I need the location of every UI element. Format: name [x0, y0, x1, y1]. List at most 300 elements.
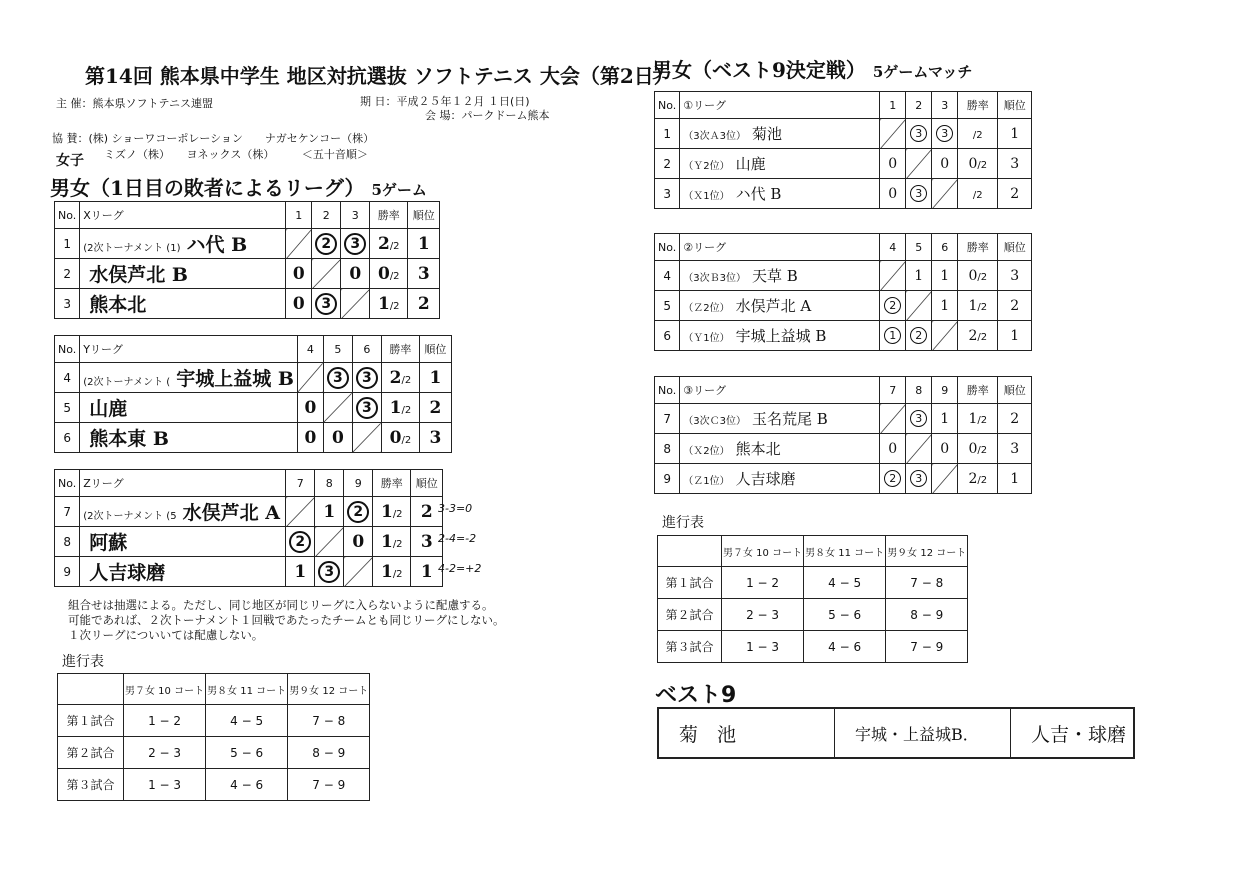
best9-team: 人吉・球磨: [1031, 723, 1127, 746]
win-count: 2: [968, 470, 978, 487]
win-count: 0: [389, 427, 402, 448]
result-cell: [880, 404, 906, 434]
team-name: 水俣芦北 A: [735, 297, 812, 315]
schedule-cell: 第１試合: [58, 705, 124, 737]
table-row: [55, 393, 452, 423]
team-cell: [680, 464, 880, 494]
table-row: [55, 497, 443, 527]
row-number: 5: [655, 291, 680, 321]
best9-label: ベスト9: [655, 683, 737, 708]
team-origin: （3次Ｂ3位）: [683, 273, 746, 284]
row-number: 7: [55, 497, 80, 527]
loss-mark: 0: [352, 531, 365, 552]
header-no: No.: [655, 92, 680, 119]
win-rate: [958, 179, 998, 209]
team-cell: [680, 179, 880, 209]
header-b: 8: [315, 470, 344, 497]
header-rank: 順位: [998, 92, 1032, 119]
team-name: 水俣芦北 B: [89, 264, 188, 286]
schedule-cell: 7 − 9: [886, 631, 968, 663]
loss-mark: 0: [304, 397, 317, 418]
team-cell: [680, 291, 880, 321]
right-heading-text: 男女（ベスト9決定戦）: [652, 58, 866, 82]
win-denominator: /2: [977, 271, 988, 283]
result-cell: [344, 557, 373, 587]
win-rate: [958, 119, 998, 149]
win-rate: [370, 289, 408, 319]
win-rate: [381, 423, 419, 453]
handwritten-correction: 女子: [56, 153, 84, 169]
team-name: 玉名荒尾 B: [752, 410, 828, 428]
row-number: 1: [655, 119, 680, 149]
row-number: 2: [655, 149, 680, 179]
result-cell: [344, 497, 373, 527]
league-table: [54, 335, 452, 453]
team-origin: （Ｘ1位）: [683, 191, 730, 202]
result-cell: [932, 464, 958, 494]
loss-mark: 0: [292, 293, 305, 314]
result-cell: [323, 423, 352, 453]
result-cell: [906, 179, 932, 209]
left-schedule-label: 進行表: [62, 654, 104, 670]
rank-value: 2: [417, 293, 430, 314]
result-cell: [286, 527, 315, 557]
row-number: 4: [655, 261, 680, 291]
win-mark: 2: [884, 470, 901, 487]
result-cell: [352, 363, 381, 393]
row-number: 6: [55, 423, 80, 453]
team-cell: [80, 527, 286, 557]
table-row: [655, 119, 1032, 149]
rank-value: 3: [1010, 267, 1020, 284]
rank-value: 2: [1010, 410, 1020, 427]
schedule-cell: 第１試合: [658, 567, 722, 599]
loss-mark: 0: [349, 263, 362, 284]
team-name: 阿蘇: [89, 532, 128, 554]
win-denominator: /2: [977, 159, 988, 171]
win-mark: 3: [356, 397, 378, 419]
team-name: 山鹿: [89, 398, 128, 420]
rank-cell: [998, 321, 1032, 351]
result-cell: [880, 291, 906, 321]
header-name: Zリーグ: [80, 470, 286, 497]
row-number: 9: [655, 464, 680, 494]
team-cell: [80, 423, 298, 453]
table-row: [655, 434, 1032, 464]
schedule-row: [658, 567, 968, 599]
result-cell: [297, 363, 323, 393]
win-count: 0: [968, 440, 978, 457]
rank-value: 2: [1010, 185, 1020, 202]
rank-value: 1: [429, 367, 442, 388]
rank-cell: [998, 404, 1032, 434]
table-row: [655, 179, 1032, 209]
loss-mark: 1: [940, 297, 950, 314]
event-venue: 会 場：パークドーム熊本: [425, 109, 550, 122]
team-name: 宇城上益城 B: [735, 327, 827, 345]
win-denominator: /2: [392, 538, 403, 550]
result-cell: [286, 557, 315, 587]
schedule-row: [58, 769, 370, 801]
header-name: ②リーグ: [680, 234, 880, 261]
win-mark: 3: [910, 185, 927, 202]
team-origin: （3次Ａ3位）: [683, 131, 746, 142]
schedule-cell: 4 − 6: [206, 769, 288, 801]
table-row: [55, 527, 443, 557]
row-number: 3: [55, 289, 80, 319]
team-cell: [80, 229, 286, 259]
right-heading-sub: 5ゲームマッチ: [872, 63, 973, 81]
note-line: 組合せは抽選による。ただし、同じ地区が同じリーグに入らないように配慮する。: [68, 598, 494, 612]
row-number: 8: [655, 434, 680, 464]
header-rate: 勝率: [958, 377, 998, 404]
team-cell: [680, 149, 880, 179]
loss-mark: 0: [940, 440, 950, 457]
row-number: 8: [55, 527, 80, 557]
win-rate: [373, 557, 411, 587]
team-origin: （Ｚ1位）: [683, 476, 730, 487]
team-origin: （Ｙ2位）: [683, 161, 730, 172]
schedule-cell: 1 − 3: [722, 631, 804, 663]
header-rate: 勝率: [958, 234, 998, 261]
win-denominator: /2: [389, 300, 400, 312]
win-count: 0: [968, 267, 978, 284]
win-count: 0: [377, 263, 390, 284]
result-cell: [906, 119, 932, 149]
team-name: ハ代 B: [735, 185, 782, 203]
schedule-cell: 第２試合: [658, 599, 722, 631]
rank-cell: [419, 393, 451, 423]
row-number: 3: [655, 179, 680, 209]
header-name: Yリーグ: [80, 336, 298, 363]
rank-value: 3: [417, 263, 430, 284]
win-denominator: /2: [401, 404, 412, 416]
result-cell: [312, 259, 341, 289]
rank-cell: [998, 464, 1032, 494]
table-row: [55, 289, 440, 319]
page-title: 第14回 熊本県中学生 地区対抗選抜 ソフトテニス 大会（第2日）: [85, 64, 674, 88]
table-row: [655, 404, 1032, 434]
win-rate: [381, 363, 419, 393]
schedule-cell: 1 − 2: [722, 567, 804, 599]
result-cell: [341, 259, 370, 289]
result-cell: [932, 119, 958, 149]
sponsors-line2: ミズノ（株） ヨネックス（株） ＜五十音順＞: [104, 148, 368, 161]
rank-cell: [419, 363, 451, 393]
team-name: 水俣芦北 A: [182, 502, 280, 524]
win-rate: [373, 527, 411, 557]
schedule-cell: 第３試合: [658, 631, 722, 663]
event-date: 期 日：平成２５年１２月 １日(日): [360, 95, 530, 108]
header-b: 8: [906, 377, 932, 404]
rank-value: 3: [1010, 155, 1020, 172]
win-count: 1: [389, 397, 402, 418]
header-no: No.: [55, 470, 80, 497]
league-table: [654, 91, 1032, 209]
team-origin: （Ｚ2位）: [683, 303, 730, 314]
table-row: [55, 557, 443, 587]
rank-value: 1: [1010, 327, 1020, 344]
header-c: 9: [344, 470, 373, 497]
schedule-cell: 2 − 3: [722, 599, 804, 631]
left-section-heading: [50, 172, 427, 201]
loss-mark: 1: [940, 410, 950, 427]
team-name: 人吉球磨: [735, 470, 796, 488]
table-row: [655, 321, 1032, 351]
sponsors-line1: 協 賛：(株) ショーワコーポレーション ナガセケンコー（株）: [52, 132, 375, 145]
win-mark: 2: [315, 233, 337, 255]
rank-value: 1: [1010, 125, 1020, 142]
win-count: 0: [968, 155, 978, 172]
rank-cell: [408, 259, 440, 289]
win-rate: [958, 291, 998, 321]
result-cell: [323, 363, 352, 393]
rank-cell: [998, 149, 1032, 179]
rank-cell: [998, 179, 1032, 209]
team-cell: [680, 119, 880, 149]
team-cell: [680, 321, 880, 351]
header-no: No.: [655, 377, 680, 404]
schedule-cell: 5 − 6: [804, 599, 886, 631]
team-origin: （3次Ｃ3位）: [683, 416, 746, 427]
result-cell: [932, 149, 958, 179]
loss-mark: 1: [294, 561, 307, 582]
win-rate: [370, 259, 408, 289]
header-rank: 順位: [419, 336, 451, 363]
team-name: 宇城上益城 B: [176, 368, 294, 390]
win-count: 1: [380, 561, 393, 582]
league-table: [54, 201, 440, 319]
rank-value: 2: [420, 501, 433, 522]
team-cell: [80, 289, 286, 319]
result-cell: [352, 423, 381, 453]
result-cell: [880, 261, 906, 291]
result-cell: [932, 434, 958, 464]
team-name: 熊本東 B: [89, 428, 169, 450]
right-section-heading: [652, 54, 972, 83]
table-row: [655, 464, 1032, 494]
team-cell: [80, 259, 286, 289]
header-c: 3: [932, 92, 958, 119]
team-origin: (2次トーナメント (5: [83, 511, 177, 522]
best9-team: 菊 池: [659, 709, 835, 757]
loss-mark: 0: [331, 427, 344, 448]
league-table: [54, 469, 443, 587]
team-cell: [80, 393, 298, 423]
win-mark: 2: [289, 531, 311, 553]
header-b: 5: [906, 234, 932, 261]
result-cell: [880, 321, 906, 351]
result-cell: [341, 289, 370, 319]
win-denominator: /2: [392, 508, 403, 520]
header-no: No.: [655, 234, 680, 261]
league-table: [654, 376, 1032, 494]
schedule-cell: 4 − 5: [206, 705, 288, 737]
result-cell: [906, 434, 932, 464]
schedule-row: [58, 705, 370, 737]
score-diff-note: 3-3=0: [438, 502, 473, 515]
result-cell: [906, 464, 932, 494]
win-denominator: /2: [401, 374, 412, 386]
win-denominator: /2: [392, 568, 403, 580]
header-a: 1: [880, 92, 906, 119]
schedule-row: [58, 737, 370, 769]
league-notes: [68, 598, 505, 643]
score-diff-note: 4-2=+2: [438, 562, 482, 575]
schedule-cell: 7 − 9: [288, 769, 370, 801]
team-name: 山鹿: [735, 155, 766, 173]
result-cell: [906, 321, 932, 351]
schedule-cell: 7 − 8: [886, 567, 968, 599]
win-count: 2: [968, 327, 978, 344]
result-cell: [880, 464, 906, 494]
rank-cell: [998, 291, 1032, 321]
win-count: 2: [389, 367, 402, 388]
team-name: 熊本北: [735, 440, 781, 458]
loss-mark: 0: [292, 263, 305, 284]
result-cell: [315, 527, 344, 557]
schedule-header: 男８女 11 コート: [804, 536, 886, 567]
header-c: 6: [352, 336, 381, 363]
result-cell: [297, 393, 323, 423]
rank-value: 2: [1010, 297, 1020, 314]
header-rank: 順位: [998, 234, 1032, 261]
win-mark: 3: [344, 233, 366, 255]
loss-mark: 0: [888, 155, 898, 172]
team-origin: (2次トーナメント (: [83, 377, 171, 388]
result-cell: [880, 119, 906, 149]
header-name: Xリーグ: [80, 202, 286, 229]
schedule-header: 男７女 10 コート: [124, 674, 206, 705]
result-cell: [286, 497, 315, 527]
win-mark: 3: [327, 367, 349, 389]
win-denominator: /2: [977, 474, 988, 486]
team-cell: [80, 363, 298, 393]
left-heading-text: 男女（1日目の敗者によるリーグ）: [50, 176, 365, 200]
schedule-row: [658, 631, 968, 663]
win-mark: 3: [910, 470, 927, 487]
team-name: 熊本北: [89, 294, 147, 316]
best9-box: [657, 707, 1135, 759]
team-name: 菊池: [752, 125, 783, 143]
rank-value: 1: [420, 561, 433, 582]
schedule-table: [57, 673, 370, 801]
note-line: １次リーグについいては配慮しない。: [68, 628, 264, 642]
result-cell: [906, 261, 932, 291]
win-mark: 3: [356, 367, 378, 389]
schedule-header: 男９女 12 コート: [288, 674, 370, 705]
win-denominator: /2: [977, 301, 988, 313]
table-row: [55, 259, 440, 289]
team-origin: (2次トーナメント (1): [83, 243, 181, 254]
win-count: 1: [380, 531, 393, 552]
header-b: 2: [906, 92, 932, 119]
schedule-header: 男７女 10 コート: [722, 536, 804, 567]
win-denominator: /2: [972, 129, 983, 141]
table-row: [55, 423, 452, 453]
header-rate: 勝率: [958, 92, 998, 119]
result-cell: [323, 393, 352, 423]
header-rank: 順位: [411, 470, 443, 497]
win-denominator: /2: [977, 331, 988, 343]
schedule-header: 男９女 12 コート: [886, 536, 968, 567]
schedule-cell: 1 − 3: [124, 769, 206, 801]
team-cell: [680, 261, 880, 291]
table-row: [55, 363, 452, 393]
header-no: No.: [55, 202, 80, 229]
win-rate: [958, 434, 998, 464]
table-row: [655, 291, 1032, 321]
win-denominator: /2: [977, 444, 988, 456]
rank-cell: [998, 261, 1032, 291]
schedule-cell: 8 − 9: [288, 737, 370, 769]
schedule-cell: 第２試合: [58, 737, 124, 769]
result-cell: [312, 289, 341, 319]
win-mark: 2: [910, 327, 927, 344]
result-cell: [932, 321, 958, 351]
team-name: ハ代 B: [186, 234, 248, 256]
win-rate: [958, 404, 998, 434]
result-cell: [932, 179, 958, 209]
win-count: 2: [377, 233, 390, 254]
header-rate: 勝率: [381, 336, 419, 363]
team-origin: （Ｙ1位）: [683, 333, 730, 344]
win-mark: 3: [936, 125, 953, 142]
header-rate: 勝率: [373, 470, 411, 497]
result-cell: [315, 497, 344, 527]
table-row: [55, 229, 440, 259]
win-count: 1: [377, 293, 390, 314]
loss-mark: 0: [888, 185, 898, 202]
result-cell: [352, 393, 381, 423]
win-rate: [370, 229, 408, 259]
win-rate: [381, 393, 419, 423]
score-diff-note: 2-4=-2: [438, 532, 477, 545]
team-cell: [680, 404, 880, 434]
rank-cell: [408, 229, 440, 259]
win-denominator: /2: [389, 240, 400, 252]
header-a: 7: [880, 377, 906, 404]
rank-value: 1: [417, 233, 430, 254]
rank-value: 3: [420, 531, 433, 552]
result-cell: [312, 229, 341, 259]
win-count: 1: [968, 410, 978, 427]
team-origin: （Ｘ2位）: [683, 446, 730, 457]
header-a: 4: [297, 336, 323, 363]
result-cell: [286, 259, 312, 289]
loss-mark: 1: [323, 501, 336, 522]
win-denominator: /2: [389, 270, 400, 282]
result-cell: [932, 261, 958, 291]
row-number: 1: [55, 229, 80, 259]
result-cell: [906, 291, 932, 321]
schedule-header: 男８女 11 コート: [206, 674, 288, 705]
win-rate: [958, 321, 998, 351]
team-cell: [80, 557, 286, 587]
schedule-row: [658, 599, 968, 631]
result-cell: [932, 404, 958, 434]
header-c: 6: [932, 234, 958, 261]
win-mark: 3: [318, 561, 340, 583]
schedule-cell: 4 − 5: [804, 567, 886, 599]
win-denominator: /2: [977, 414, 988, 426]
row-number: 6: [655, 321, 680, 351]
loss-mark: 1: [914, 267, 924, 284]
result-cell: [880, 434, 906, 464]
loss-mark: 0: [940, 155, 950, 172]
note-line: 可能であれば、２次トーナメント１回戦であたったチームとも同じリーグにしない。: [68, 613, 505, 627]
win-denominator: /2: [972, 189, 983, 201]
